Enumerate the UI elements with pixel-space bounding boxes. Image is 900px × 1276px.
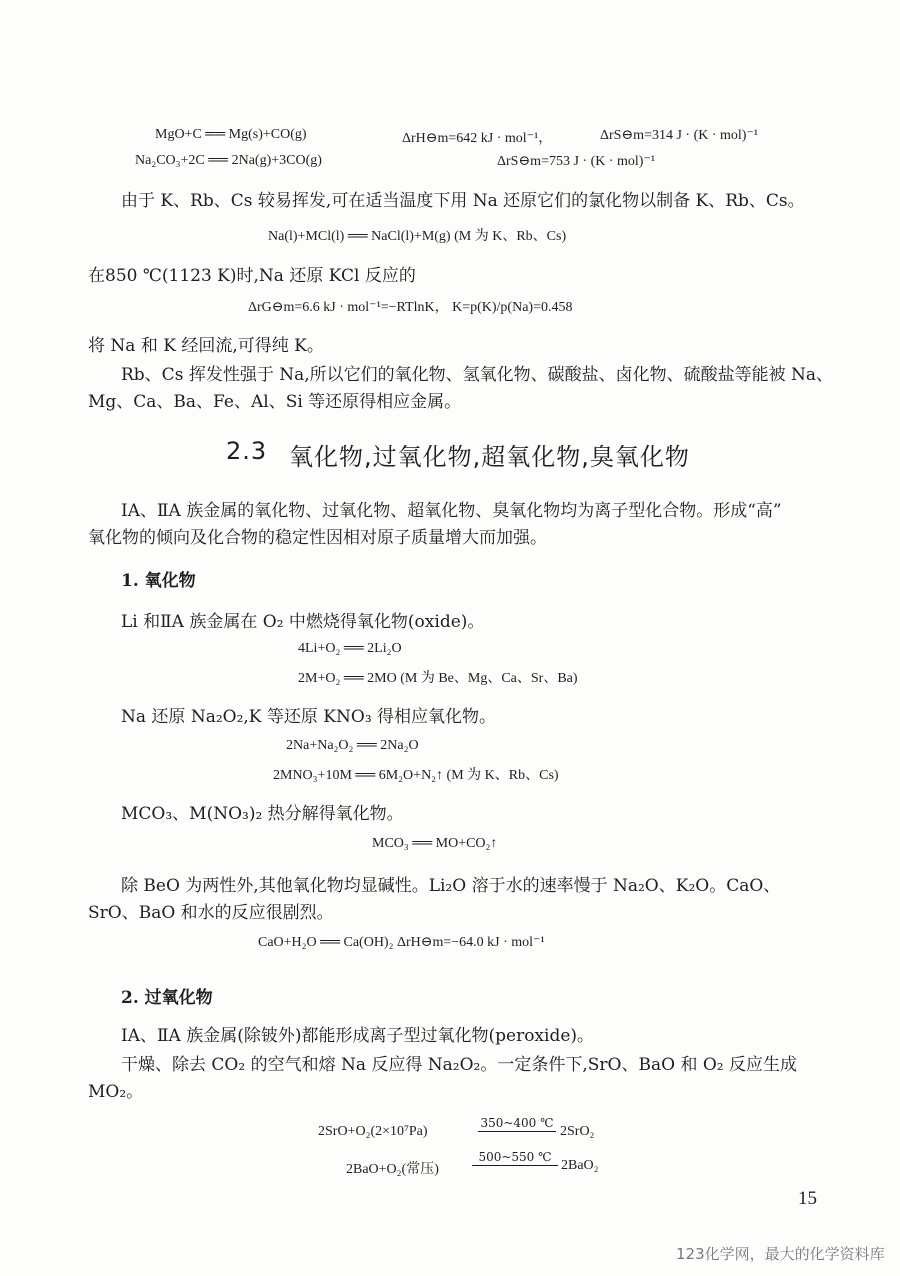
equation-na-na2o2: 2Na+Na₂O₂ ══ 2Na₂O [286, 738, 419, 753]
paragraph-li-oxide: Li 和ⅡA 族金属在 O₂ 中燃烧得氧化物(oxide)。 [121, 612, 485, 632]
equation-mgo-c: MgO+C ══ Mg(s)+CO(g) [155, 127, 307, 142]
intro-line1: ⅠA、ⅡA 族金属的氧化物、过氧化物、超氧化物、臭氧化物均为离子型化合物。形成“高” [121, 501, 782, 521]
equation-na2co3-c: Na₂CO₃+2C ══ 2Na(g)+3CO(g) [135, 153, 322, 168]
equation-bao-right: 2BaO₂ [561, 1158, 599, 1173]
equation-m-o2: 2M+O₂ ══ 2MO (M 为 Be、Mg、Ca、Sr、Ba) [298, 671, 578, 686]
paragraph-rb-cs-line2: Mg、Ca、Ba、Fe、Al、Si 等还原得相应金属。 [88, 392, 462, 412]
equation-sro-condition: 350~400 ℃ [478, 1116, 556, 1132]
equation-li-o2: 4Li+O₂ ══ 2Li₂O [298, 641, 402, 656]
paragraph-na2o2-line2: MO₂。 [88, 1082, 144, 1102]
equation-na2co3-entropy: ΔrS⊖m=753 J · (K · mol)⁻¹ [497, 154, 656, 169]
equation-mno3: 2MNO₃+10M ══ 6M₂O+N₂↑ (M 为 K、Rb、Cs) [273, 768, 559, 783]
equation-sro-left: 2SrO+O₂(2×10⁷Pa) [318, 1124, 428, 1139]
equation-mgo-entropy: ΔrS⊖m=314 J · (K · mol)⁻¹ [600, 128, 759, 143]
paragraph-na-reduce: Na 还原 Na₂O₂,K 等还原 KNO₃ 得相应氧化物。 [121, 707, 497, 727]
section-number: 2.3 [226, 437, 268, 465]
watermark: 123化学网，最大的化学资料库 [676, 1245, 885, 1263]
subsection-peroxides: 2. 过氧化物 [121, 988, 213, 1008]
subsection-oxides: 1. 氧化物 [121, 571, 196, 591]
section-title: 氧化物,过氧化物,超氧化物,臭氧化物 [289, 443, 690, 471]
page-number: 15 [798, 1188, 817, 1209]
equation-bao-left: 2BaO+O₂(常压) [346, 1162, 439, 1177]
equation-cao-h2o: CaO+H₂O ══ Ca(OH)₂ ΔrH⊖m=−64.0 kJ · mol⁻¹ [258, 935, 545, 950]
equation-sro-right: 2SrO₂ [560, 1124, 595, 1139]
equation-bao-condition: 500~550 ℃ [472, 1150, 558, 1166]
paragraph-reflux: 将 Na 和 K 经回流,可得纯 K。 [88, 336, 324, 356]
paragraph-rb-cs-line1: Rb、Cs 挥发性强于 Na,所以它们的氧化物、氢氧化物、碳酸盐、卤化物、硫酸盐等能被 Na、 [121, 365, 834, 385]
paragraph-volatility: 由于 K、Rb、Cs 较易挥发,可在适当温度下用 Na 还原它们的氯化物以制备 K、Rb、Cs。 [121, 191, 805, 211]
equation-gibbs: ΔrG⊖m=6.6 kJ · mol⁻¹=−RTlnK， K=p(K)/p(Na)=0.458 [248, 300, 573, 315]
equation-na-mcl: Na(l)+MCl(l) ══ NaCl(l)+M(g) (M 为 K、Rb、Cs) [268, 229, 567, 244]
paragraph-beo-line1: 除 BeO 为两性外,其他氧化物均显碱性。Li₂O 溶于水的速率慢于 Na₂O、K₂O。CaO、 [121, 876, 781, 896]
paragraph-850c: 在850 ℃(1123 K)时,Na 还原 KCl 反应的 [88, 266, 416, 286]
equation-mco3: MCO₃ ══ MO+CO₂↑ [372, 836, 498, 851]
intro-line2: 氧化物的倾向及化合物的稳定性因相对原子质量增大而加强。 [88, 528, 547, 548]
paragraph-thermal-decomp: MCO₃、M(NO₃)₂ 热分解得氧化物。 [121, 804, 404, 824]
paragraph-beo-line2: SrO、BaO 和水的反应很剧烈。 [88, 903, 334, 923]
paragraph-peroxide: ⅠA、ⅡA 族金属(除铍外)都能形成离子型过氧化物(peroxide)。 [121, 1026, 595, 1046]
paragraph-na2o2-line1: 干燥、除去 CO₂ 的空气和熔 Na 反应得 Na₂O₂。一定条件下,SrO、BaO 和 O₂ 反应生成 [121, 1055, 798, 1075]
equation-mgo-enthalpy: ΔrH⊖m=642 kJ · mol⁻¹， [402, 131, 553, 146]
